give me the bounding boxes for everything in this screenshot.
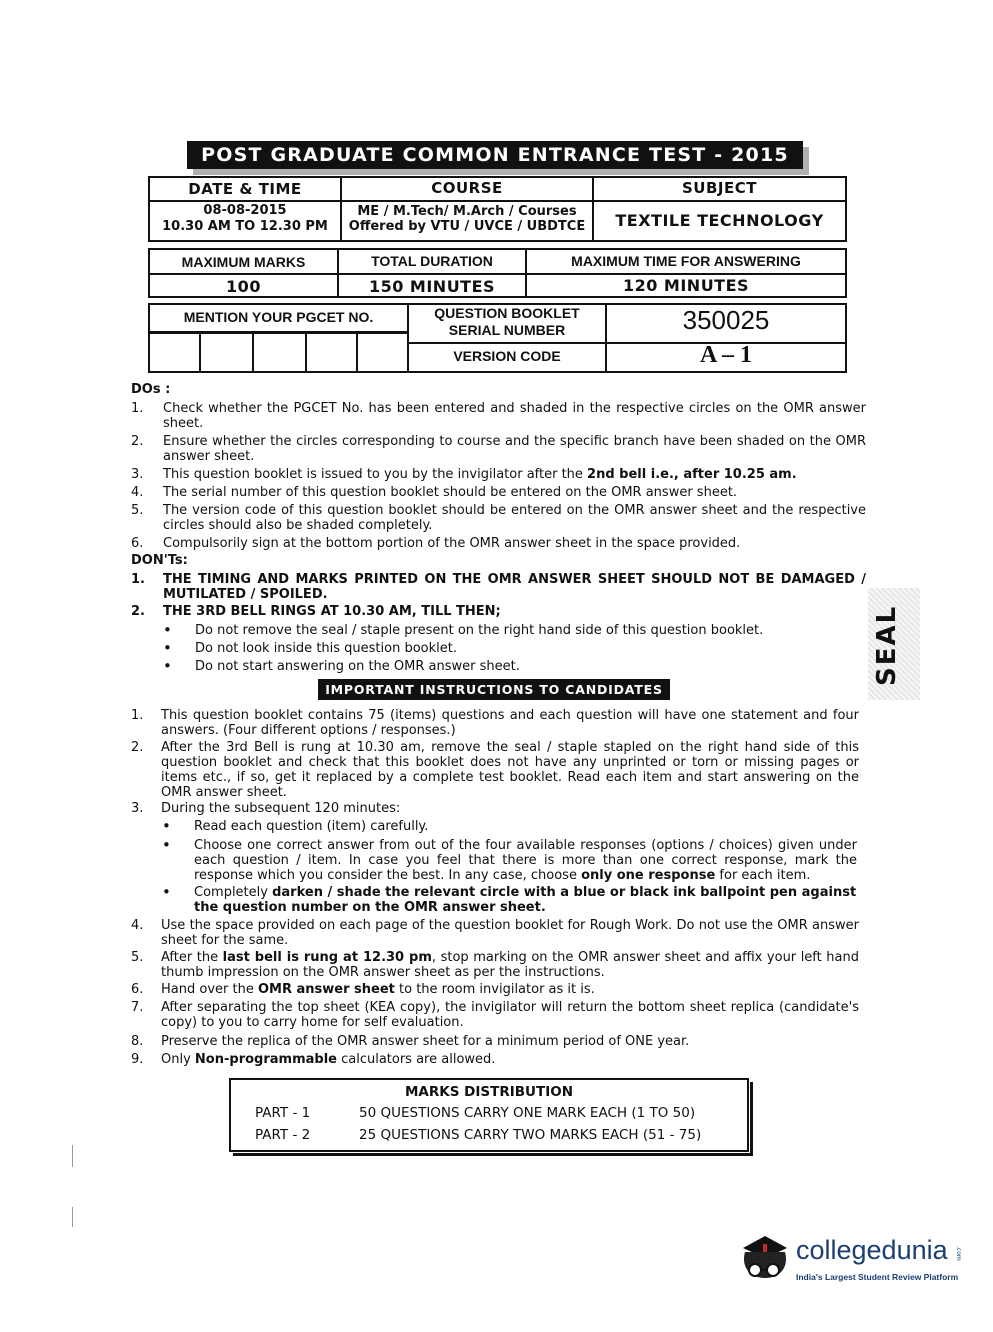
instruction-item: 2. After the 3rd Bell is rung at 10.30 am, remove the seal / staple stapled on the right hand side of this question booklet and check that this booklet does not have any unprinted or torn or missing pages or items etc., if so, get it replaced by a complete test booklet. Read each item and start answering on the OMR answer sheet. bbox=[131, 740, 859, 800]
digit-divider bbox=[356, 332, 358, 373]
booklet-label-line1: QUESTION BOOKLET bbox=[434, 305, 580, 321]
dos-item: 1. Check whether the PGCET No. has been entered and shaded in the respective circles on the OMR answer sheet. bbox=[131, 401, 866, 431]
max-time-value: 120 MINUTES bbox=[622, 276, 750, 295]
digit-divider bbox=[199, 332, 201, 373]
date-time-label: DATE & TIME bbox=[188, 180, 302, 198]
donts-item: 1. THE TIMING AND MARKS PRINTED ON THE OMR ANSWER SHEET SHOULD NOT BE DAMAGED / MUTILATED / SPOILED. bbox=[131, 572, 866, 602]
pgcet-label: MENTION YOUR PGCET NO. bbox=[183, 309, 374, 325]
instruction-item: 5. After the last bell is rung at 12.30 pm, stop marking on the OMR answer sheet and affix your left hand thumb impression on the OMR answer sheet as per the instructions. bbox=[131, 950, 859, 980]
logo-tagline: India's Largest Student Review Platform bbox=[796, 1272, 959, 1282]
booklet-label-line2: SERIAL NUMBER bbox=[448, 322, 566, 338]
collegedunia-mascot-icon bbox=[735, 1226, 795, 1286]
scan-mark bbox=[72, 1207, 73, 1227]
instruction-bullet: • Completely darken / shade the relevant circle with a blue or black ink ballpoint pen against the question number on the OMR answer sheet. bbox=[162, 883, 857, 915]
max-marks-value: 100 bbox=[226, 277, 261, 296]
important-instructions-heading: IMPORTANT INSTRUCTIONS TO CANDIDATES bbox=[318, 679, 670, 700]
version-code: A – 1 bbox=[699, 342, 752, 368]
max-time-label: MAXIMUM TIME FOR ANSWERING bbox=[571, 253, 801, 269]
dos-item: 5. The version code of this question booklet should be entered on the OMR answer sheet and the respective circles should also be shaded completely. bbox=[131, 503, 866, 533]
pgcet-number-boxes[interactable] bbox=[148, 332, 409, 373]
marks-part-desc: 50 QUESTIONS CARRY ONE MARK EACH (1 TO 50) bbox=[359, 1105, 696, 1121]
instruction-item: 6. Hand over the OMR answer sheet to the room invigilator as it is. bbox=[131, 982, 595, 997]
marks-part-desc: 25 QUESTIONS CARRY TWO MARKS EACH (51 - 75) bbox=[359, 1127, 702, 1143]
divider bbox=[148, 200, 847, 202]
collegedunia-logo-text: collegedunia bbox=[796, 1235, 948, 1265]
marks-part-label: PART - 2 bbox=[255, 1127, 311, 1143]
scan-mark bbox=[72, 1145, 73, 1167]
subject-value: TEXTILE TECHNOLOGY bbox=[615, 211, 824, 230]
instruction-item: 7. After separating the top sheet (KEA copy), the invigilator will return the bottom sheet replica (candidate's copy) to you to carry home for self evaluation. bbox=[131, 1000, 859, 1030]
digit-divider bbox=[252, 332, 254, 373]
page-title: POST GRADUATE COMMON ENTRANCE TEST - 2015 bbox=[187, 141, 803, 169]
instruction-item: 4. Use the space provided on each page of the question booklet for Rough Work. Do not use the OMR answer sheet for the same. bbox=[131, 918, 859, 948]
booklet-serial: 350025 bbox=[682, 305, 770, 335]
instruction-item: 1. This question booklet contains 75 (items) questions and each question will have one statement and four answers. (Four different options / responses.) bbox=[131, 708, 859, 738]
course-line1: ME / M.Tech/ M.Arch / Courses bbox=[357, 204, 577, 219]
total-duration-value: 150 MINUTES bbox=[368, 277, 496, 296]
total-duration-label: TOTAL DURATION bbox=[371, 253, 493, 269]
instruction-bullet: • Choose one correct answer from out of the four available responses (options / choices) given under each question / item. In case you feel that there is more than one correct response, mark the response which you consider the best. In any case, choose only one response for each item. bbox=[162, 836, 857, 883]
digit-divider bbox=[305, 332, 307, 373]
seal-label: SEAL bbox=[872, 604, 902, 686]
dos-item: 2. Ensure whether the circles corresponding to course and the specific branch have been shaded on the OMR answer sheet. bbox=[131, 434, 866, 464]
donts-item: 2. THE 3RD BELL RINGS AT 10.30 AM, TILL THEN; bbox=[131, 604, 501, 619]
instruction-item: 8. Preserve the replica of the OMR answer sheet for a minimum period of ONE year. bbox=[131, 1034, 690, 1049]
divider bbox=[148, 273, 847, 275]
exam-time: 10.30 AM TO 12.30 PM bbox=[162, 219, 328, 234]
course-label: COURSE bbox=[431, 179, 503, 197]
logo-suffix: .com bbox=[955, 1246, 962, 1261]
donts-heading: DON'Ts: bbox=[131, 553, 188, 568]
max-marks-label: MAXIMUM MARKS bbox=[181, 254, 306, 270]
dos-item: 6. Compulsorily sign at the bottom portion of the OMR answer sheet in the space provided. bbox=[131, 536, 741, 551]
marks-part-label: PART - 1 bbox=[255, 1105, 311, 1121]
dos-item: 4. The serial number of this question booklet should be entered on the OMR answer sheet. bbox=[131, 485, 738, 500]
course-line2: Offered by VTU / UVCE / UBDTCE bbox=[348, 219, 586, 234]
instruction-item: 3. During the subsequent 120 minutes: bbox=[131, 801, 401, 816]
version-label: VERSION CODE bbox=[453, 348, 561, 364]
dos-heading: DOs : bbox=[131, 382, 171, 397]
instruction-item: 9. Only Non-programmable calculators are allowed. bbox=[131, 1052, 496, 1067]
marks-heading: MARKS DISTRIBUTION bbox=[405, 1084, 573, 1100]
subject-label: SUBJECT bbox=[682, 179, 757, 197]
dos-item: 3. This question booklet is issued to you by the invigilator after the 2nd bell i.e., after 10.25 am. bbox=[131, 467, 797, 482]
exam-date: 08-08-2015 bbox=[203, 203, 287, 218]
